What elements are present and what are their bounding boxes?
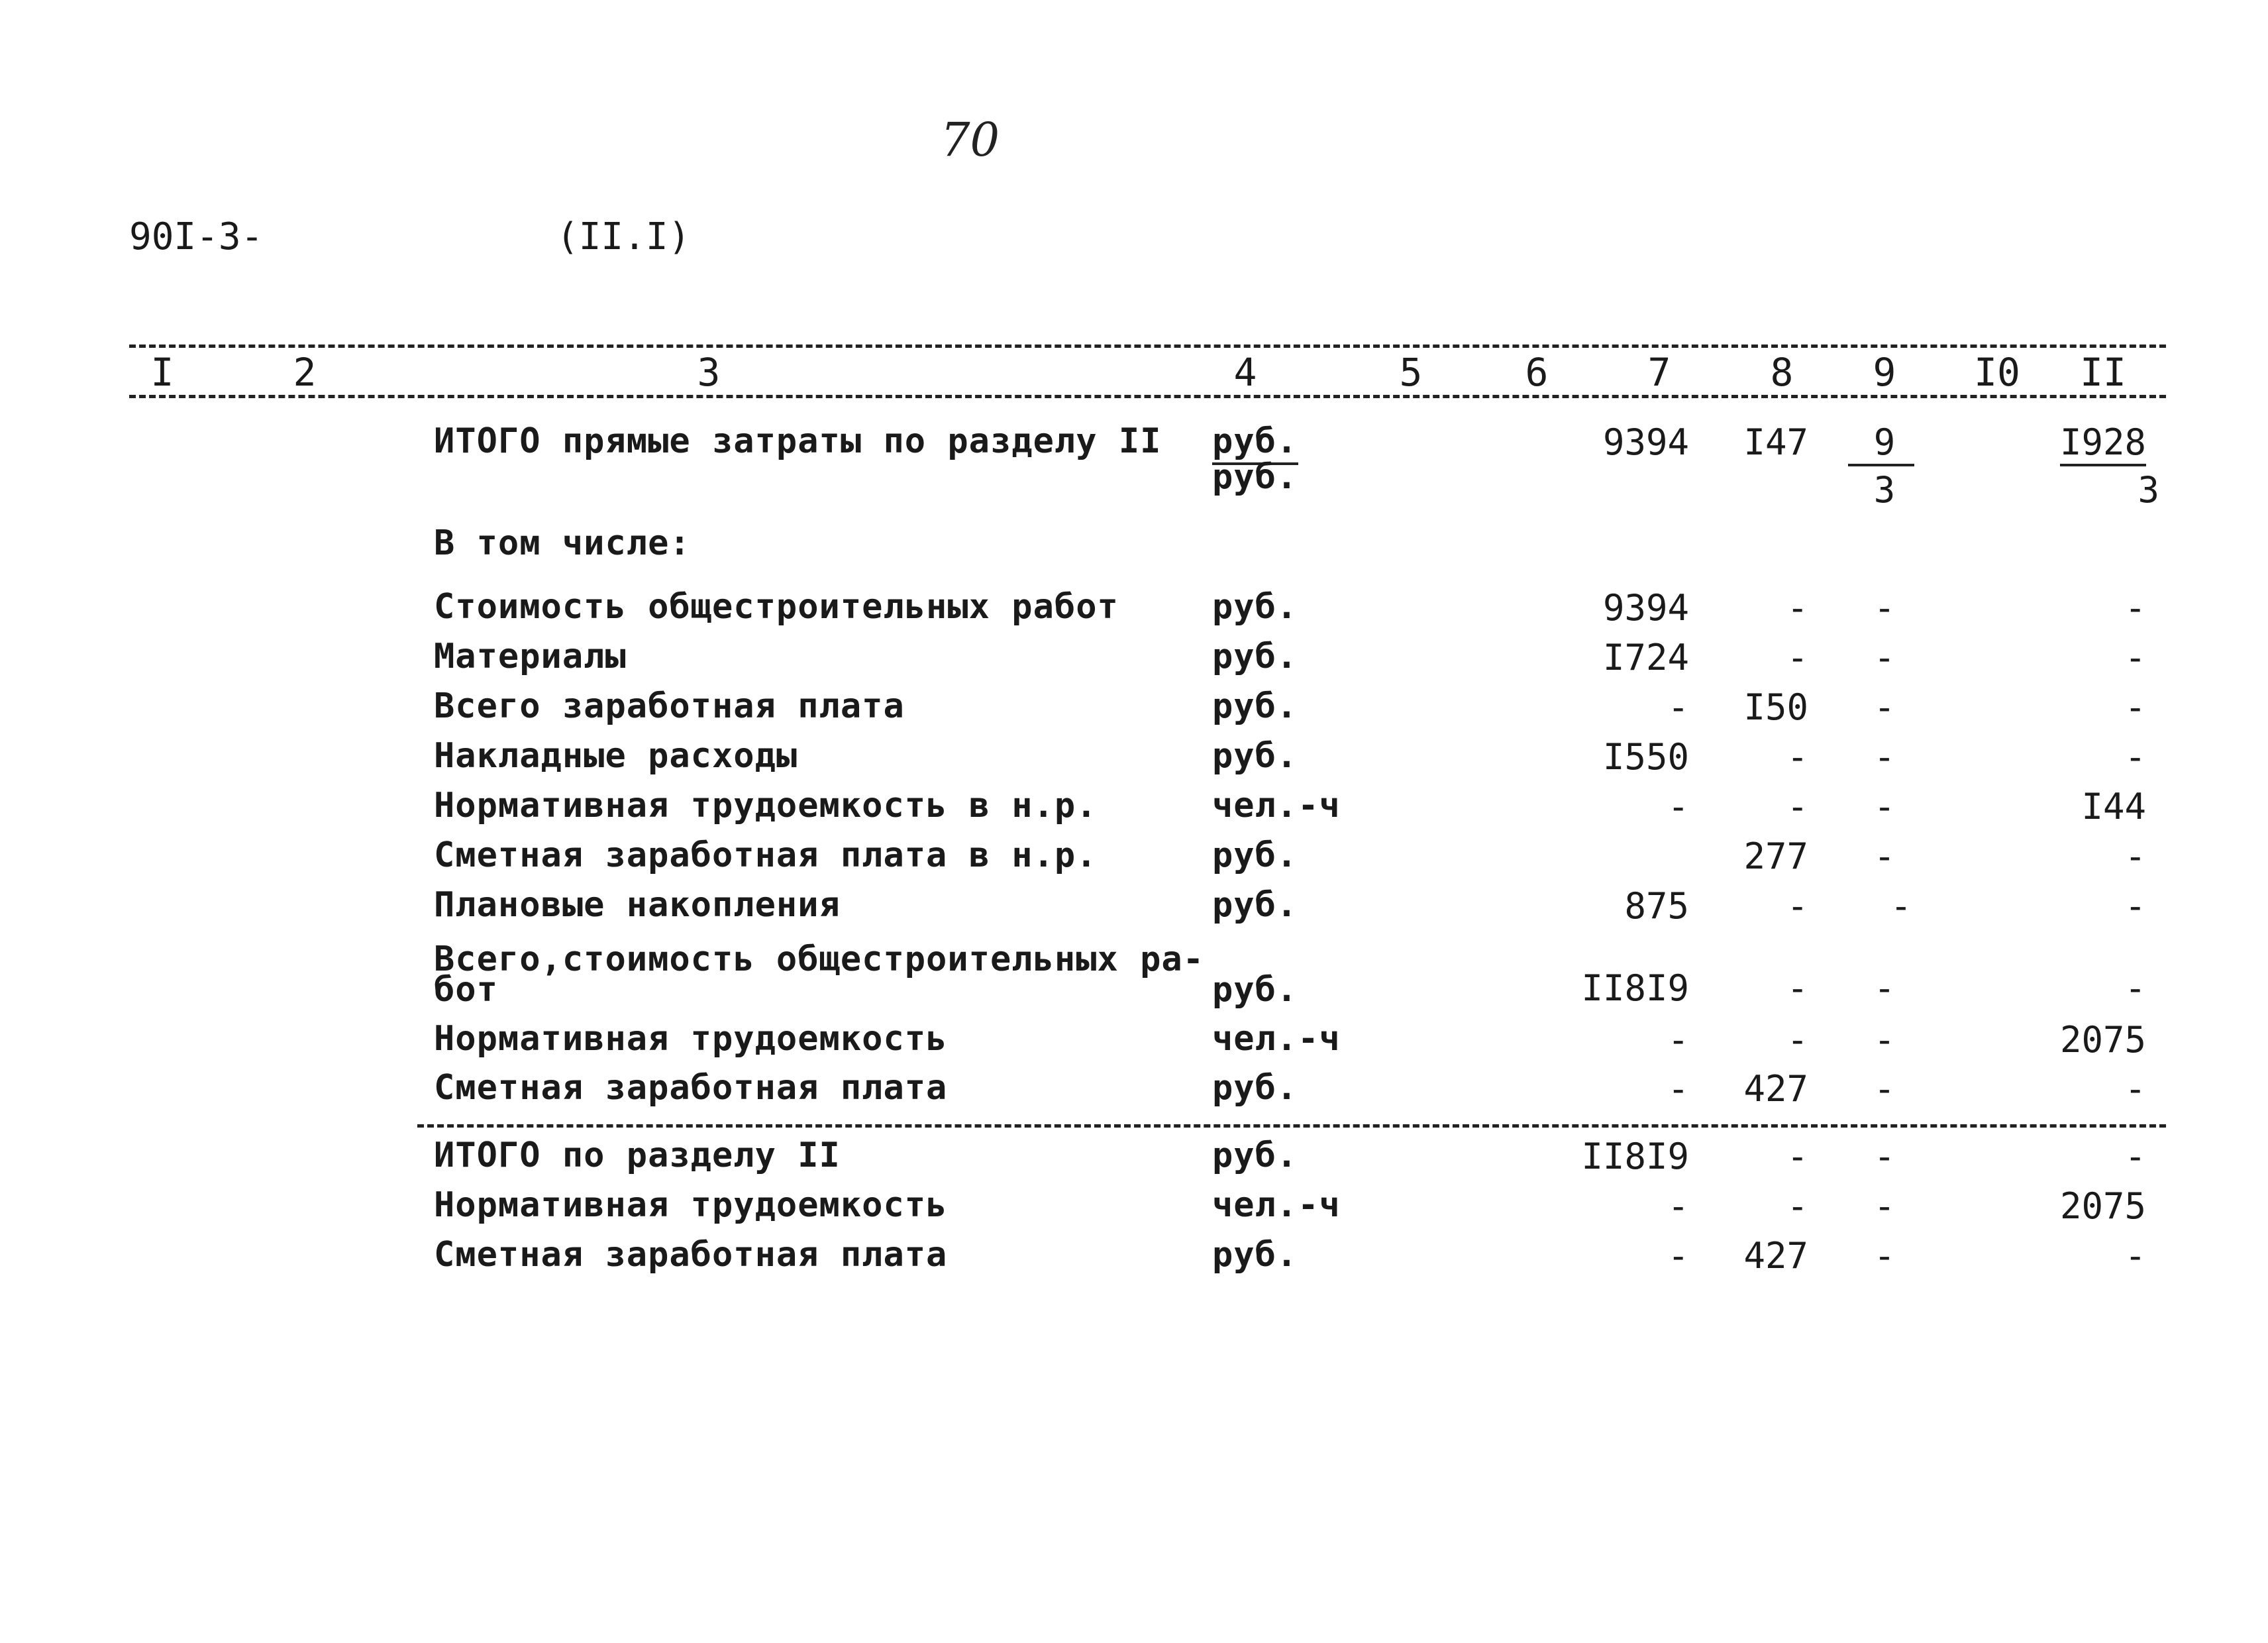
value-col11: -	[2124, 885, 2146, 927]
totals-separator-rule	[417, 1124, 2166, 1128]
value-col9: -	[1873, 1136, 1896, 1177]
row-unit: руб.	[1212, 1136, 1298, 1175]
value-col8: -	[1786, 967, 1808, 1009]
row-label: Материалы	[434, 637, 627, 676]
row-label: Сметная заработная плата	[434, 1068, 948, 1108]
row-label: Всего заработная плата	[434, 686, 905, 726]
row-label: Нормативная трудоемкость	[434, 1019, 948, 1059]
subheading: В том числе:	[434, 523, 691, 563]
value-col7: -	[1667, 1235, 1689, 1277]
value-col11: I44	[2081, 786, 2146, 827]
value-col7: 875	[1624, 885, 1689, 927]
col-header-1: I	[150, 350, 174, 395]
value-col9: -	[1873, 967, 1896, 1009]
value-col7: II8I9	[1581, 967, 1689, 1009]
row-unit: руб.	[1212, 587, 1298, 627]
value-col8: 427	[1743, 1235, 1808, 1277]
section-reference: (II.I)	[556, 215, 691, 258]
value-col11: -	[2124, 686, 2146, 728]
row-label: Накладные расходы	[434, 736, 798, 776]
value-col9: -	[1873, 1068, 1896, 1110]
row-label: Нормативная трудоемкость	[434, 1185, 948, 1225]
value-col8: -	[1786, 1019, 1808, 1061]
col-header-11: II	[2080, 350, 2126, 395]
value-col9: -	[1873, 587, 1896, 629]
row-unit: руб.	[1212, 970, 1298, 1010]
row-unit: руб.	[1212, 736, 1298, 776]
value-col7: 9394	[1602, 421, 1689, 463]
col-header-9: 9	[1873, 350, 1896, 395]
col-header-7: 7	[1647, 350, 1671, 395]
row-unit: руб.	[1212, 1068, 1298, 1108]
value-col11: -	[2124, 1068, 2146, 1110]
value-col11: -	[2124, 835, 2146, 877]
row-label-continued: бот	[434, 970, 498, 1010]
value-col9: -	[1873, 835, 1896, 877]
row-unit: чел.-ч	[1212, 1019, 1341, 1059]
value-col11: -	[2124, 637, 2146, 678]
document-code: 90I-3-	[129, 215, 264, 258]
value-col11: 2075	[2059, 1185, 2146, 1227]
value-col9: -	[1873, 736, 1896, 778]
value-col11-top: I928	[2059, 421, 2146, 463]
header-top-rule	[129, 344, 2166, 348]
col9-fraction-line	[1848, 464, 1914, 466]
row-unit: руб.	[1212, 835, 1298, 875]
value-col9: -	[1873, 1235, 1896, 1277]
value-col9: -	[1873, 1019, 1896, 1061]
value-col8: I50	[1743, 686, 1808, 728]
row-unit: руб.	[1212, 1235, 1298, 1275]
row-unit: чел.-ч	[1212, 1185, 1341, 1225]
value-col7: -	[1667, 1068, 1689, 1110]
value-col9: -	[1890, 885, 1912, 927]
value-col11: -	[2124, 736, 2146, 778]
col-header-3: 3	[697, 350, 721, 395]
value-col9-bottom: 3	[1873, 469, 1896, 511]
page-number-handwritten: 70	[941, 113, 1000, 167]
value-col7: -	[1667, 1019, 1689, 1061]
col-header-8: 8	[1770, 350, 1794, 395]
value-col7: II8I9	[1581, 1136, 1689, 1177]
value-col8: -	[1786, 1136, 1808, 1177]
value-col9-top: 9	[1873, 421, 1896, 463]
value-col9: -	[1873, 786, 1896, 827]
col-header-5: 5	[1399, 350, 1423, 395]
row-label: Плановые накопления	[434, 885, 841, 925]
value-col11: -	[2124, 587, 2146, 629]
value-col7: 9394	[1602, 587, 1689, 629]
value-col7: I550	[1602, 736, 1689, 778]
value-col11: 2075	[2059, 1019, 2146, 1061]
unit-top: руб.	[1212, 421, 1298, 461]
row-label: Нормативная трудоемкость в н.р.	[434, 786, 1098, 825]
row-label: Сметная заработная плата в н.р.	[434, 835, 1098, 875]
row-unit: руб.	[1212, 686, 1298, 726]
value-col8: 277	[1743, 835, 1808, 877]
col-header-10: I0	[1974, 350, 2020, 395]
value-col8: 427	[1743, 1068, 1808, 1110]
value-col9: -	[1873, 686, 1896, 728]
col-header-2: 2	[293, 350, 317, 395]
value-col7: I724	[1602, 637, 1689, 678]
value-col9: -	[1873, 637, 1896, 678]
unit-bottom: руб.	[1212, 457, 1298, 497]
value-col11: -	[2124, 967, 2146, 1009]
value-col7: -	[1667, 1185, 1689, 1227]
value-col11: -	[2124, 1136, 2146, 1177]
row-unit: руб.	[1212, 637, 1298, 676]
row-unit: чел.-ч	[1212, 786, 1341, 825]
value-col11: -	[2124, 1235, 2146, 1277]
col-header-4: 4	[1233, 350, 1257, 395]
col-header-6: 6	[1525, 350, 1549, 395]
value-col8: -	[1786, 1185, 1808, 1227]
value-col8: I47	[1743, 421, 1808, 463]
value-col8: -	[1786, 736, 1808, 778]
row-label: ИТОГО по разделу II	[434, 1136, 841, 1175]
col11-fraction-line	[2060, 464, 2146, 466]
value-col7: -	[1667, 686, 1689, 728]
row-unit: руб.	[1212, 885, 1298, 925]
row-label: Всего,стоимость общестроительных ра-	[434, 939, 1205, 979]
value-col8: -	[1786, 885, 1808, 927]
row-label: ИТОГО прямые затраты по разделу II	[434, 421, 1162, 461]
value-col7: -	[1667, 786, 1689, 827]
value-col8: -	[1786, 637, 1808, 678]
header-bottom-rule	[129, 395, 2166, 398]
value-col8: -	[1786, 786, 1808, 827]
value-col9: -	[1873, 1185, 1896, 1227]
row-label: Сметная заработная плата	[434, 1235, 948, 1275]
value-col11-bottom: 3	[2138, 469, 2159, 511]
value-col8: -	[1786, 587, 1808, 629]
row-label: Стоимость общестроительных работ	[434, 587, 1119, 627]
